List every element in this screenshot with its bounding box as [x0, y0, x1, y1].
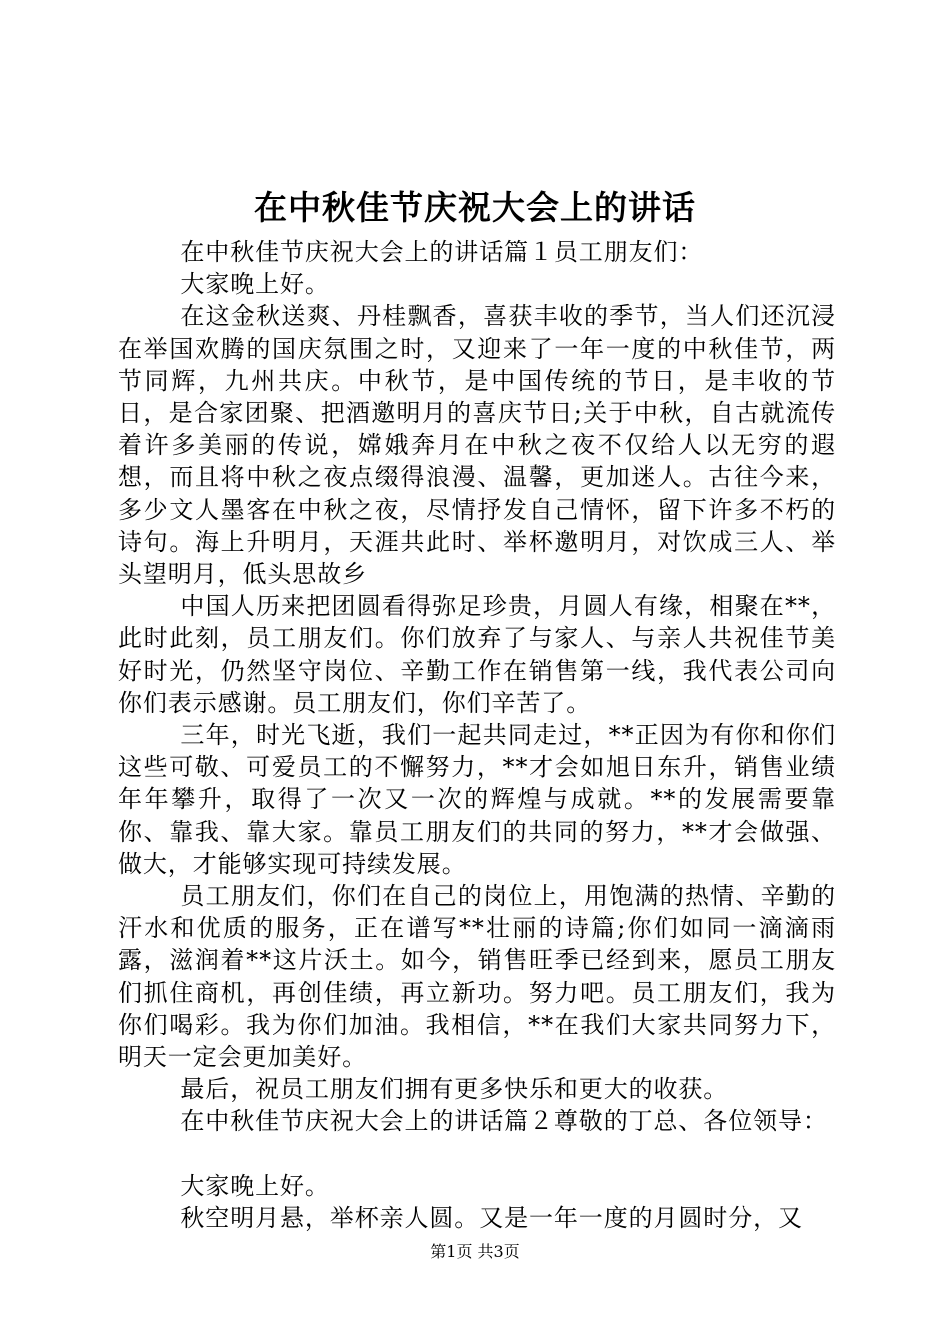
paragraph: 三年，时光飞逝，我们一起共同走过，**正因为有你和你们这些可敬、可爱员工的不懈努力，**才会如旭日东升，销售业绩年年攀升，取得了一次又一次的辉煌与成就。**的发展需要靠你、靠我、靠大家。靠员工朋友们的共同的努力，**才会做强、做大，才能够实现可持续发展。	[118, 721, 836, 878]
page-footer: 第1页 共3页	[430, 1242, 520, 1261]
paragraph: 在这金秋送爽、丹桂飘香，喜获丰收的季节，当人们还沉浸在举国欢腾的国庆氛围之时，又迎来了一年一度的中秋佳节，两节同辉，九州共庆。中秋节，是中国传统的节日，是丰收的节日，是合家团聚、把酒邀明月的喜庆节日;关于中秋，自古就流传着许多美丽的传说，嫦娥奔月在中秋之夜不仅给人以无穷的遐想，而且将中秋之夜点缀得浪漫、温馨，更加迷人。古往今来，多少文人墨客在中秋之夜，尽情抒发自己情怀，留下许多不朽的诗句。海上升明月，天涯共此时、举杯邀明月，对饮成三人、举头望明月，低头思故乡	[118, 302, 836, 589]
paragraph: 大家晚上好。	[180, 1171, 330, 1200]
paragraph: 最后，祝员工朋友们拥有更多快乐和更大的收获。	[180, 1075, 729, 1104]
paragraph: 在中秋佳节庆祝大会上的讲话篇１员工朋友们：	[180, 238, 704, 266]
paragraph: 秋空明月悬，举杯亲人圆。又是一年一度的月圆时分，又	[180, 1203, 803, 1232]
document-body	[118, 236, 836, 1234]
paragraph: 在中秋佳节庆祝大会上的讲话篇２尊敬的丁总、各位领导：	[180, 1107, 828, 1136]
paragraph: 大家晚上好。	[180, 270, 330, 299]
paragraph: 员工朋友们，你们在自己的岗位上，用饱满的热情、辛勤的汗水和优质的服务，正在谱写**壮丽的诗篇;你们如同一滴滴雨露，滋润着**这片沃土。如今，销售旺季已经到来，愿员工朋友们抓住商机，再创佳绩，再立新功。努力吧。员工朋友们，我为你们喝彩。我为你们加油。我相信，**在我们大家共同努力下，明天一定会更加美好。	[118, 882, 836, 1072]
document-title: 在中秋佳节庆祝大会上的讲话	[254, 188, 696, 227]
paragraph: 中国人历来把团圆看得弥足珍贵，月圆人有缘，相聚在**，此时此刻，员工朋友们。你们放弃了与家人、与亲人共祝佳节美好时光，仍然坚守岗位、辛勤工作在销售第一线，我代表公司向你们表示感谢。员工朋友们，你们辛苦了。	[118, 592, 836, 717]
